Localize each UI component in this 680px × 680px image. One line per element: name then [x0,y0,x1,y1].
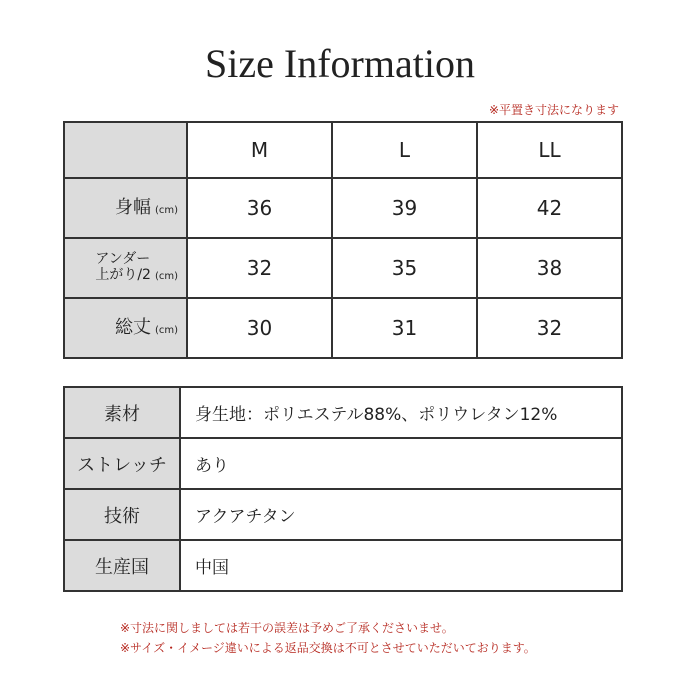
spec-value-technology: アクアチタン [180,489,622,540]
spec-value-stretch: あり [180,438,622,489]
note-line: ※寸法に関しましては若干の誤差は予めご了承くださいませ。 [120,621,454,635]
size-table [63,121,623,359]
spec-value-country: 中国 [180,540,622,591]
size-value: 38 [477,238,622,298]
table-row [64,438,622,489]
measurement-note: ※平置き寸法になります [488,103,619,117]
table-row [64,178,622,238]
size-header-row [64,122,622,178]
size-column-header: LL [477,122,622,178]
size-value: 39 [332,178,477,238]
size-value: 31 [332,298,477,358]
spec-label-technology: 技術 [64,489,180,540]
footer-notes [120,618,536,658]
size-value: 36 [187,178,332,238]
table-row [64,489,622,540]
table-row [64,387,622,438]
spec-label-stretch: ストレッチ [64,438,180,489]
spec-value-material: 身生地：ポリエステル88%、ポリウレタン12% [180,387,622,438]
size-value: 42 [477,178,622,238]
table-row [64,540,622,591]
row-label-total-length: 総丈 (cm) [64,298,187,358]
spec-label-country: 生産国 [64,540,180,591]
size-value: 32 [187,238,332,298]
size-value: 32 [477,298,622,358]
table-row [64,238,622,298]
page-title: Size Information [205,41,475,86]
table-row [64,298,622,358]
size-column-header: L [332,122,477,178]
row-label-under-rise: アンダー 上がり/2 (cm) [64,238,187,298]
size-value: 35 [332,238,477,298]
size-column-header: M [187,122,332,178]
note-line: ※サイズ・イメージ違いによる返品交換は不可とさせていただいております。 [120,641,536,655]
size-value: 30 [187,298,332,358]
spec-table [63,386,623,592]
corner-cell [64,122,187,178]
row-label-body-width: 身幅 (cm) [64,178,187,238]
spec-label-material: 素材 [64,387,180,438]
